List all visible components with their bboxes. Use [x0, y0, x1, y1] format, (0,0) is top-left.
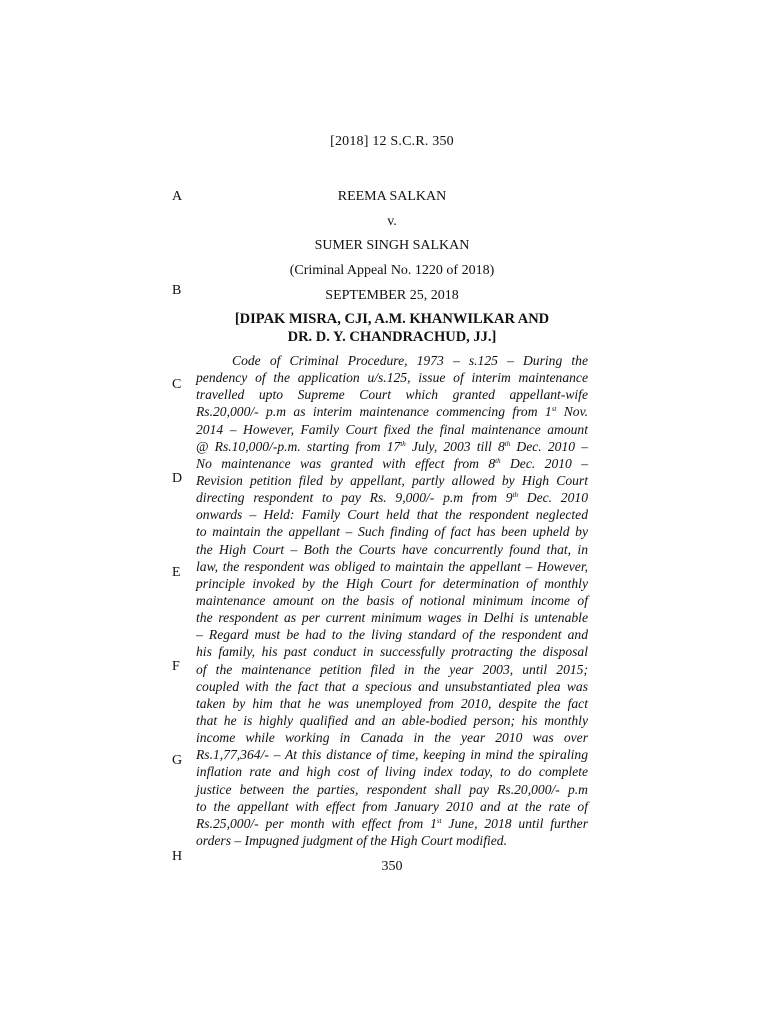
headnote-line: travelled upto Supreme Court which granted appellant-wife — [196, 387, 588, 403]
headnote-line: justice between the parties, respondent shall pay Rs.20,000/- p.m — [196, 781, 588, 797]
headnote-line: 2014 – However, Family Court fixed the final maintenance amount — [196, 421, 588, 437]
headnote-line: to maintain the appellant – Such finding of fact has been upheld by — [196, 524, 588, 540]
headnote-line: coupled with the fact that a specious and unsubstantiated plea was — [196, 678, 588, 694]
headnote-line: law, the respondent was obliged to maintain the appellant – However, — [196, 558, 588, 574]
headnote-line: to the appellant with effect from January 2010 and at the rate of — [196, 798, 588, 814]
bench-line-1: [DIPAK MISRA, CJI, A.M. KHANWILKAR AND — [234, 311, 550, 327]
bench — [196, 310, 588, 346]
headnote-line: taken by him that he was unemployed from 2010, despite the fact — [196, 695, 588, 711]
margin-letter-e: E — [172, 565, 181, 580]
headnote-line: maintenance amount on the basis of notional minimum income of — [196, 592, 588, 608]
headnote-line: inflation rate and high cost of living index today, to do complete — [196, 764, 588, 780]
headnote-line: that he is highly qualified and an able-bodied person; his monthly — [196, 712, 588, 728]
margin-letter-g: G — [172, 753, 183, 768]
headnote-line: pendency of the application u/s.125, issue of interim maintenance — [196, 370, 588, 386]
page-number: 350 — [381, 859, 403, 874]
headnote-line: the High Court – Both the Courts have concurrently found that, in — [196, 541, 588, 557]
case-number: (Criminal Appeal No. 1220 of 2018) — [289, 263, 495, 278]
margin-letter-f: F — [172, 659, 180, 674]
headnote-line: principle invoked by the High Court for determination of monthly — [196, 575, 588, 591]
margin-letter-c: C — [172, 377, 182, 392]
margin-letter-h: H — [172, 849, 183, 864]
headnote-line: directing respondent to pay Rs. 9,000/- p.m from 9th Dec. 2010 — [196, 490, 588, 506]
headnote-line: @ Rs.10,000/-p.m. starting from 17th July, 2003 till 8th Dec. 2010 – — [196, 438, 588, 454]
headnote-line: Revision petition filed by appellant, partly allowed by High Court — [196, 472, 588, 488]
headnote-line: Rs.1,77,364/- – At this distance of time, keeping in mind the spiraling — [196, 747, 588, 763]
headnote — [196, 352, 588, 849]
headnote-line: income while working in Canada in the year 2010 was over — [196, 730, 588, 746]
headnote-line: of the maintenance petition filed in the year 2003, until 2015; — [196, 661, 588, 677]
headnote-line: Rs.25,000/- per month with effect from 1st June, 2018 until further — [196, 815, 588, 831]
headnote-line: onwards – Held: Family Court held that the respondent neglected — [196, 507, 588, 523]
report-citation: [2018] 12 S.C.R. 350 — [330, 134, 454, 149]
headnote-line: orders – Impugned judgment of the High Court modified. — [196, 832, 507, 848]
headnote-line: Code of Criminal Procedure, 1973 – s.125 – During the — [232, 353, 588, 368]
margin-letter-b: B — [172, 283, 182, 298]
bench-line-2: DR. D. Y. CHANDRACHUD, JJ.] — [287, 329, 497, 345]
headnote-line: – Regard must be had to the living standard of the respondent and — [196, 627, 588, 643]
judgment-date: SEPTEMBER 25, 2018 — [325, 288, 459, 303]
respondent-name: SUMER SINGH SALKAN — [314, 238, 470, 253]
headnote-line: Rs.20,000/- p.m as interim maintenance commencing from 1st Nov. — [196, 404, 589, 420]
margin-letter-a: A — [172, 189, 183, 204]
margin-letter-d: D — [172, 471, 183, 486]
headnote-line: his family, his past conduct in successfully protracting the disposal — [196, 644, 588, 660]
headnote-line: No maintenance was granted with effect from 8th Dec. 2010 – — [196, 455, 588, 471]
headnote-line: the respondent as per current minimum wages in Delhi is untenable — [196, 610, 588, 626]
appellant-name: REEMA SALKAN — [337, 189, 447, 204]
versus-label: v. — [387, 214, 397, 229]
